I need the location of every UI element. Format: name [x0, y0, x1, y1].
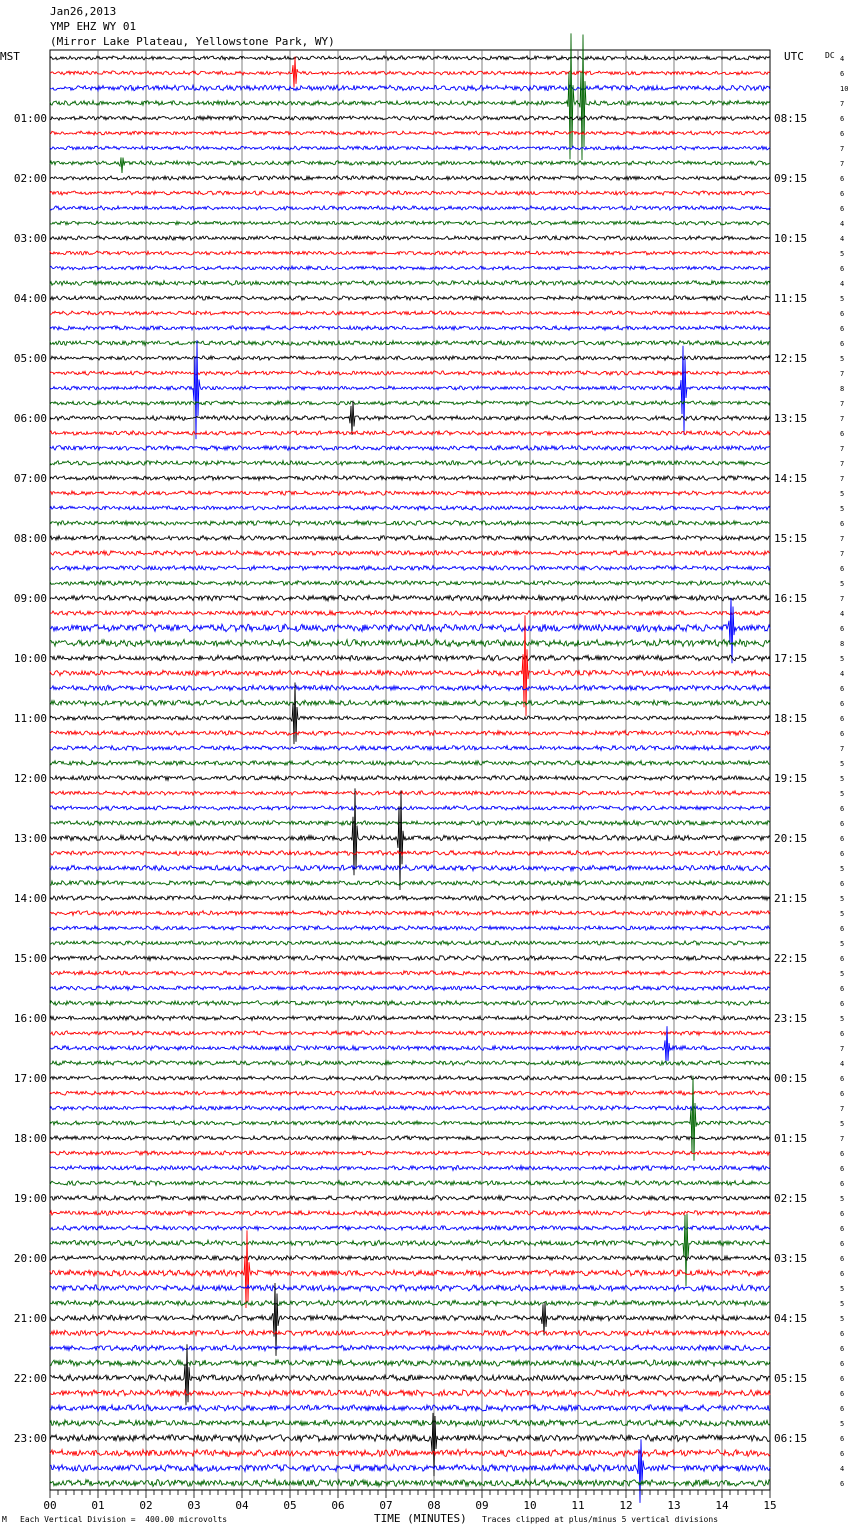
trace-row — [50, 491, 770, 495]
trace-row — [50, 521, 770, 526]
dc-offset-value: 6 — [840, 430, 845, 438]
trace-row — [50, 611, 770, 616]
utc-hour-label: 02:15 — [774, 1192, 808, 1205]
dc-offset-value: 5 — [840, 1420, 845, 1428]
dc-offset-value: 10 — [840, 85, 849, 93]
trace-row — [50, 341, 770, 346]
trace-row — [50, 1345, 770, 1351]
scale-note: Each Vertical Division = 400.00 microvolts — [20, 1515, 228, 1524]
trace-row — [50, 566, 770, 571]
dc-offset-value: 7 — [840, 1105, 845, 1113]
dc-offset-value: 6 — [840, 1225, 845, 1233]
trace-row — [50, 821, 770, 826]
utc-hour-label: 23:15 — [774, 1012, 808, 1025]
trace-row — [50, 85, 770, 90]
trace-row — [50, 266, 770, 270]
trace-row — [50, 1091, 770, 1095]
trace-row — [50, 776, 770, 781]
trace-row — [50, 326, 770, 330]
dc-offset-value: 6 — [840, 1270, 845, 1278]
trace-row — [50, 206, 770, 210]
trace-row — [50, 1300, 770, 1305]
trace-row — [50, 476, 770, 481]
trace-row — [50, 700, 770, 706]
trace-row — [50, 1166, 770, 1171]
mst-hour-label: 03:00 — [13, 232, 47, 245]
dc-offset-value: 5 — [840, 490, 845, 498]
dc-offset-value: 6 — [840, 130, 845, 138]
utc-hour-label: 15:15 — [774, 532, 808, 545]
trace-row — [50, 788, 770, 890]
trace-row — [50, 926, 770, 930]
dc-offset-value: 6 — [840, 1345, 845, 1353]
dc-offset-value: 6 — [840, 1480, 845, 1488]
dc-offset-value: 6 — [840, 1030, 845, 1038]
utc-hour-label: 20:15 — [774, 832, 808, 845]
dc-offset-value: 6 — [840, 340, 845, 348]
dc-offset-value: 5 — [840, 760, 845, 768]
x-tick-label: 04 — [235, 1499, 249, 1512]
trace-row — [50, 731, 770, 736]
trace-row — [50, 56, 770, 60]
dc-offset-value: 5 — [840, 250, 845, 258]
mst-hour-label: 10:00 — [13, 652, 47, 665]
trace-row — [50, 1256, 770, 1261]
trace-row — [50, 1450, 770, 1457]
dc-label: DC — [825, 51, 835, 60]
dc-offset-value: 5 — [840, 970, 845, 978]
trace-row — [50, 1001, 770, 1006]
dc-offset-value: 6 — [840, 175, 845, 183]
trace-row — [50, 1226, 770, 1231]
trace-row — [50, 746, 770, 751]
dc-offset-value: 6 — [840, 1360, 845, 1368]
dc-offset-value: 7 — [840, 400, 845, 408]
dc-offset-value: 7 — [840, 475, 845, 483]
trace-row — [50, 956, 770, 961]
trace-row — [50, 655, 770, 661]
trace-row — [50, 1196, 770, 1201]
trace-row — [50, 683, 770, 745]
dc-offset-value: 6 — [840, 205, 845, 213]
mst-hour-label: 18:00 — [13, 1132, 47, 1145]
dc-offset-value: 5 — [840, 1315, 845, 1323]
mst-hour-label: 05:00 — [13, 352, 47, 365]
dc-offset-value: 8 — [840, 640, 845, 648]
utc-hour-label: 12:15 — [774, 352, 808, 365]
utc-hour-label: 18:15 — [774, 712, 808, 725]
right-timezone-label: UTC — [784, 50, 804, 63]
x-tick-label: 11 — [571, 1499, 585, 1512]
dc-offset-value: 5 — [840, 355, 845, 363]
dc-offset-value: 5 — [840, 940, 845, 948]
trace-row — [50, 615, 770, 716]
dc-offset-value: 6 — [840, 955, 845, 963]
utc-hour-label: 03:15 — [774, 1252, 808, 1265]
trace-row — [50, 971, 770, 975]
trace-row — [50, 340, 770, 439]
dc-offset-value: 6 — [840, 1375, 845, 1383]
trace-row — [50, 401, 770, 405]
utc-hour-label: 04:15 — [774, 1312, 808, 1325]
dc-offset-value: 4 — [840, 235, 845, 243]
trace-row — [50, 1106, 770, 1110]
utc-hour-label: 13:15 — [774, 412, 808, 425]
left-timezone-label: MST — [0, 50, 20, 63]
dc-offset-value: 7 — [840, 145, 845, 153]
dc-offset-value: 6 — [840, 1075, 845, 1083]
trace-row — [50, 791, 770, 795]
x-tick-label: 07 — [379, 1499, 393, 1512]
dc-offset-value: 5 — [840, 1300, 845, 1308]
dc-offset-value: 6 — [840, 565, 845, 573]
dc-offset-value: 5 — [840, 1285, 845, 1293]
trace-row — [50, 639, 770, 646]
x-axis-title: TIME (MINUTES) — [374, 1512, 467, 1525]
dc-offset-value: 5 — [840, 580, 845, 588]
clip-note: Traces clipped at plus/minus 5 vertical divisions — [482, 1515, 719, 1524]
trace-row — [50, 581, 770, 586]
x-tick-label: 03 — [187, 1499, 201, 1512]
trace-row — [50, 1151, 770, 1155]
trace-row — [50, 1181, 770, 1186]
trace-row — [50, 685, 770, 690]
x-tick-label: 02 — [139, 1499, 153, 1512]
dc-offset-value: 5 — [840, 865, 845, 873]
dc-offset-value: 6 — [840, 325, 845, 333]
dc-offset-value: 6 — [840, 625, 845, 633]
trace-row — [50, 1480, 770, 1487]
trace-row — [50, 116, 770, 120]
x-tick-label: 10 — [523, 1499, 537, 1512]
dc-offset-value: 6 — [840, 1390, 845, 1398]
trace-row — [50, 1016, 770, 1021]
mst-hour-label: 08:00 — [13, 532, 47, 545]
utc-hour-label: 16:15 — [774, 592, 808, 605]
utc-hour-label: 09:15 — [774, 172, 808, 185]
x-tick-label: 09 — [475, 1499, 489, 1512]
dc-offset-value: 6 — [840, 1405, 845, 1413]
dc-offset-value: 6 — [840, 835, 845, 843]
trace-row — [50, 146, 770, 150]
trace-row — [50, 461, 770, 466]
x-tick-label: 00 — [43, 1499, 57, 1512]
trace-row — [50, 221, 770, 225]
utc-hour-label: 00:15 — [774, 1072, 808, 1085]
dc-offset-value: 6 — [840, 1450, 845, 1458]
x-tick-label: 15 — [763, 1499, 777, 1512]
dc-offset-value: 6 — [840, 310, 845, 318]
trace-row — [50, 131, 770, 135]
trace-row — [50, 598, 770, 663]
dc-offset-value: 4 — [840, 280, 845, 288]
mst-hour-label: 15:00 — [13, 952, 47, 965]
utc-hour-label: 06:15 — [774, 1432, 808, 1445]
utc-hour-label: 19:15 — [774, 772, 808, 785]
trace-row — [50, 911, 770, 916]
trace-row — [50, 896, 770, 901]
dc-offset-value: 8 — [840, 385, 845, 393]
trace-row — [50, 401, 770, 435]
dc-offset-value: 6 — [840, 190, 845, 198]
trace-row — [50, 1214, 770, 1287]
trace-row — [50, 1061, 770, 1066]
trace-row — [50, 1390, 770, 1396]
dc-offset-value: 7 — [840, 745, 845, 753]
dc-offset-value: 4 — [840, 610, 845, 618]
utc-hour-label: 05:15 — [774, 1372, 808, 1385]
mst-hour-label: 06:00 — [13, 412, 47, 425]
x-tick-label: 01 — [91, 1499, 105, 1512]
utc-hour-label: 21:15 — [774, 892, 808, 905]
mst-hour-label: 22:00 — [13, 1372, 47, 1385]
plot-date: Jan26,2013 — [50, 5, 117, 18]
dc-offset-value: 7 — [840, 415, 845, 423]
dc-offset-value: 6 — [840, 1180, 845, 1188]
station-location: (Mirror Lake Plateau, Yellowstone Park, WY) — [50, 35, 335, 48]
trace-row — [50, 356, 770, 360]
mst-hour-label: 21:00 — [13, 1312, 47, 1325]
mst-hour-label: 01:00 — [13, 112, 47, 125]
mst-hour-label: 11:00 — [13, 712, 47, 725]
trace-row — [50, 881, 770, 886]
station-code: YMP EHZ WY 01 — [50, 20, 137, 33]
dc-offset-value: 6 — [840, 1240, 845, 1248]
trace-row — [50, 57, 770, 88]
trace-row — [50, 33, 770, 160]
trace-row — [50, 551, 770, 556]
utc-hour-label: 08:15 — [774, 112, 808, 125]
x-tick-label: 05 — [283, 1499, 297, 1512]
dc-offset-value: 7 — [840, 535, 845, 543]
trace-row — [50, 865, 770, 871]
trace-row — [50, 941, 770, 945]
trace-row — [50, 1360, 770, 1366]
mst-hour-label: 04:00 — [13, 292, 47, 305]
dc-offset-value: 4 — [840, 1465, 845, 1473]
utc-hour-label: 14:15 — [774, 472, 808, 485]
dc-offset-value: 6 — [840, 1165, 845, 1173]
seismic-traces — [50, 33, 770, 1503]
trace-row — [50, 1285, 770, 1291]
dc-offset-value: 6 — [840, 1255, 845, 1263]
mst-hour-label: 09:00 — [13, 592, 47, 605]
dc-offset-value: 6 — [840, 1090, 845, 1098]
trace-row — [50, 281, 770, 286]
trace-row — [50, 506, 770, 510]
mst-hour-label: 02:00 — [13, 172, 47, 185]
corner-mark: M — [2, 1515, 7, 1524]
dc-offset-value: 6 — [840, 1000, 845, 1008]
dc-offset-value: 5 — [840, 910, 845, 918]
trace-row — [50, 296, 770, 300]
trace-row — [50, 851, 770, 856]
dc-offset-value: 7 — [840, 595, 845, 603]
x-tick-label: 06 — [331, 1499, 345, 1512]
utc-hour-label: 10:15 — [774, 232, 808, 245]
dc-offset-value: 6 — [840, 1150, 845, 1158]
utc-hour-label: 11:15 — [774, 292, 808, 305]
trace-row — [50, 1211, 770, 1216]
dc-offset-value: 4 — [840, 220, 845, 228]
dc-offset-value: 6 — [840, 985, 845, 993]
trace-row — [50, 1136, 770, 1140]
dc-offset-value: 7 — [840, 460, 845, 468]
dc-offset-value: 7 — [840, 160, 845, 168]
dc-offset-value: 6 — [840, 805, 845, 813]
trace-row — [50, 1420, 770, 1426]
x-tick-label: 14 — [715, 1499, 729, 1512]
dc-offset-value: 6 — [840, 850, 845, 858]
mst-hour-label: 13:00 — [13, 832, 47, 845]
dc-offset-value: 5 — [840, 655, 845, 663]
dc-offset-value: 7 — [840, 1045, 845, 1053]
trace-row — [50, 536, 770, 541]
dc-offset-value: 6 — [840, 820, 845, 828]
dc-offset-value: 5 — [840, 775, 845, 783]
dc-offset-value: 5 — [840, 1015, 845, 1023]
dc-offset-value: 6 — [840, 730, 845, 738]
utc-hour-label: 17:15 — [774, 652, 808, 665]
dc-offset-value: 6 — [840, 715, 845, 723]
trace-row — [50, 1076, 770, 1161]
dc-offset-value: 7 — [840, 370, 845, 378]
trace-row — [50, 1076, 770, 1080]
dc-offset-value: 6 — [840, 700, 845, 708]
trace-row — [50, 986, 770, 990]
trace-row — [50, 1405, 770, 1411]
trace-row — [50, 595, 770, 601]
x-tick-label: 13 — [667, 1499, 681, 1512]
dc-offset-value: 6 — [840, 520, 845, 528]
trace-row — [50, 311, 770, 315]
dc-offset-value: 6 — [840, 1435, 845, 1443]
hour-labels — [14, 55, 849, 1488]
trace-row — [50, 1330, 770, 1336]
trace-row — [50, 191, 770, 195]
trace-row — [50, 1031, 770, 1035]
trace-row — [50, 446, 770, 451]
mst-hour-label: 23:00 — [13, 1432, 47, 1445]
dc-offset-value: 6 — [840, 880, 845, 888]
dc-offset-value: 4 — [840, 1060, 845, 1068]
trace-row — [50, 176, 770, 180]
dc-offset-value: 5 — [840, 295, 845, 303]
dc-offset-value: 5 — [840, 1195, 845, 1203]
trace-row — [50, 761, 770, 766]
dc-offset-value: 6 — [840, 1330, 845, 1338]
dc-offset-value: 6 — [840, 265, 845, 273]
mst-hour-label: 19:00 — [13, 1192, 47, 1205]
dc-offset-value: 4 — [840, 670, 845, 678]
dc-offset-value: 5 — [840, 505, 845, 513]
utc-hour-label: 22:15 — [774, 952, 808, 965]
dc-offset-value: 7 — [840, 550, 845, 558]
dc-offset-value: 7 — [840, 1135, 845, 1143]
time-axis — [43, 1490, 776, 1512]
dc-offset-value: 6 — [840, 685, 845, 693]
utc-hour-label: 01:15 — [774, 1132, 808, 1145]
mst-hour-label: 07:00 — [13, 472, 47, 485]
x-tick-label: 12 — [619, 1499, 633, 1512]
trace-row — [50, 1283, 770, 1356]
trace-row — [50, 806, 770, 810]
trace-row — [50, 236, 770, 240]
mst-hour-label: 17:00 — [13, 1072, 47, 1085]
x-tick-label: 08 — [427, 1499, 441, 1512]
mst-hour-label: 12:00 — [13, 772, 47, 785]
dc-offset-value: 6 — [840, 1210, 845, 1218]
dc-offset-value: 6 — [840, 925, 845, 933]
dc-offset-value: 5 — [840, 790, 845, 798]
dc-offset-value: 5 — [840, 895, 845, 903]
mst-hour-label: 20:00 — [13, 1252, 47, 1265]
trace-row — [50, 371, 770, 375]
dc-offset-value: 6 — [840, 70, 845, 78]
dc-offset-value: 4 — [840, 55, 845, 63]
trace-row — [50, 251, 770, 255]
dc-offset-value: 5 — [840, 1120, 845, 1128]
dc-offset-value: 6 — [840, 115, 845, 123]
dc-offset-value: 7 — [840, 100, 845, 108]
mst-hour-label: 16:00 — [13, 1012, 47, 1025]
mst-hour-label: 14:00 — [13, 892, 47, 905]
trace-row — [50, 157, 770, 173]
trace-row — [50, 431, 770, 435]
dc-offset-value: 7 — [840, 445, 845, 453]
